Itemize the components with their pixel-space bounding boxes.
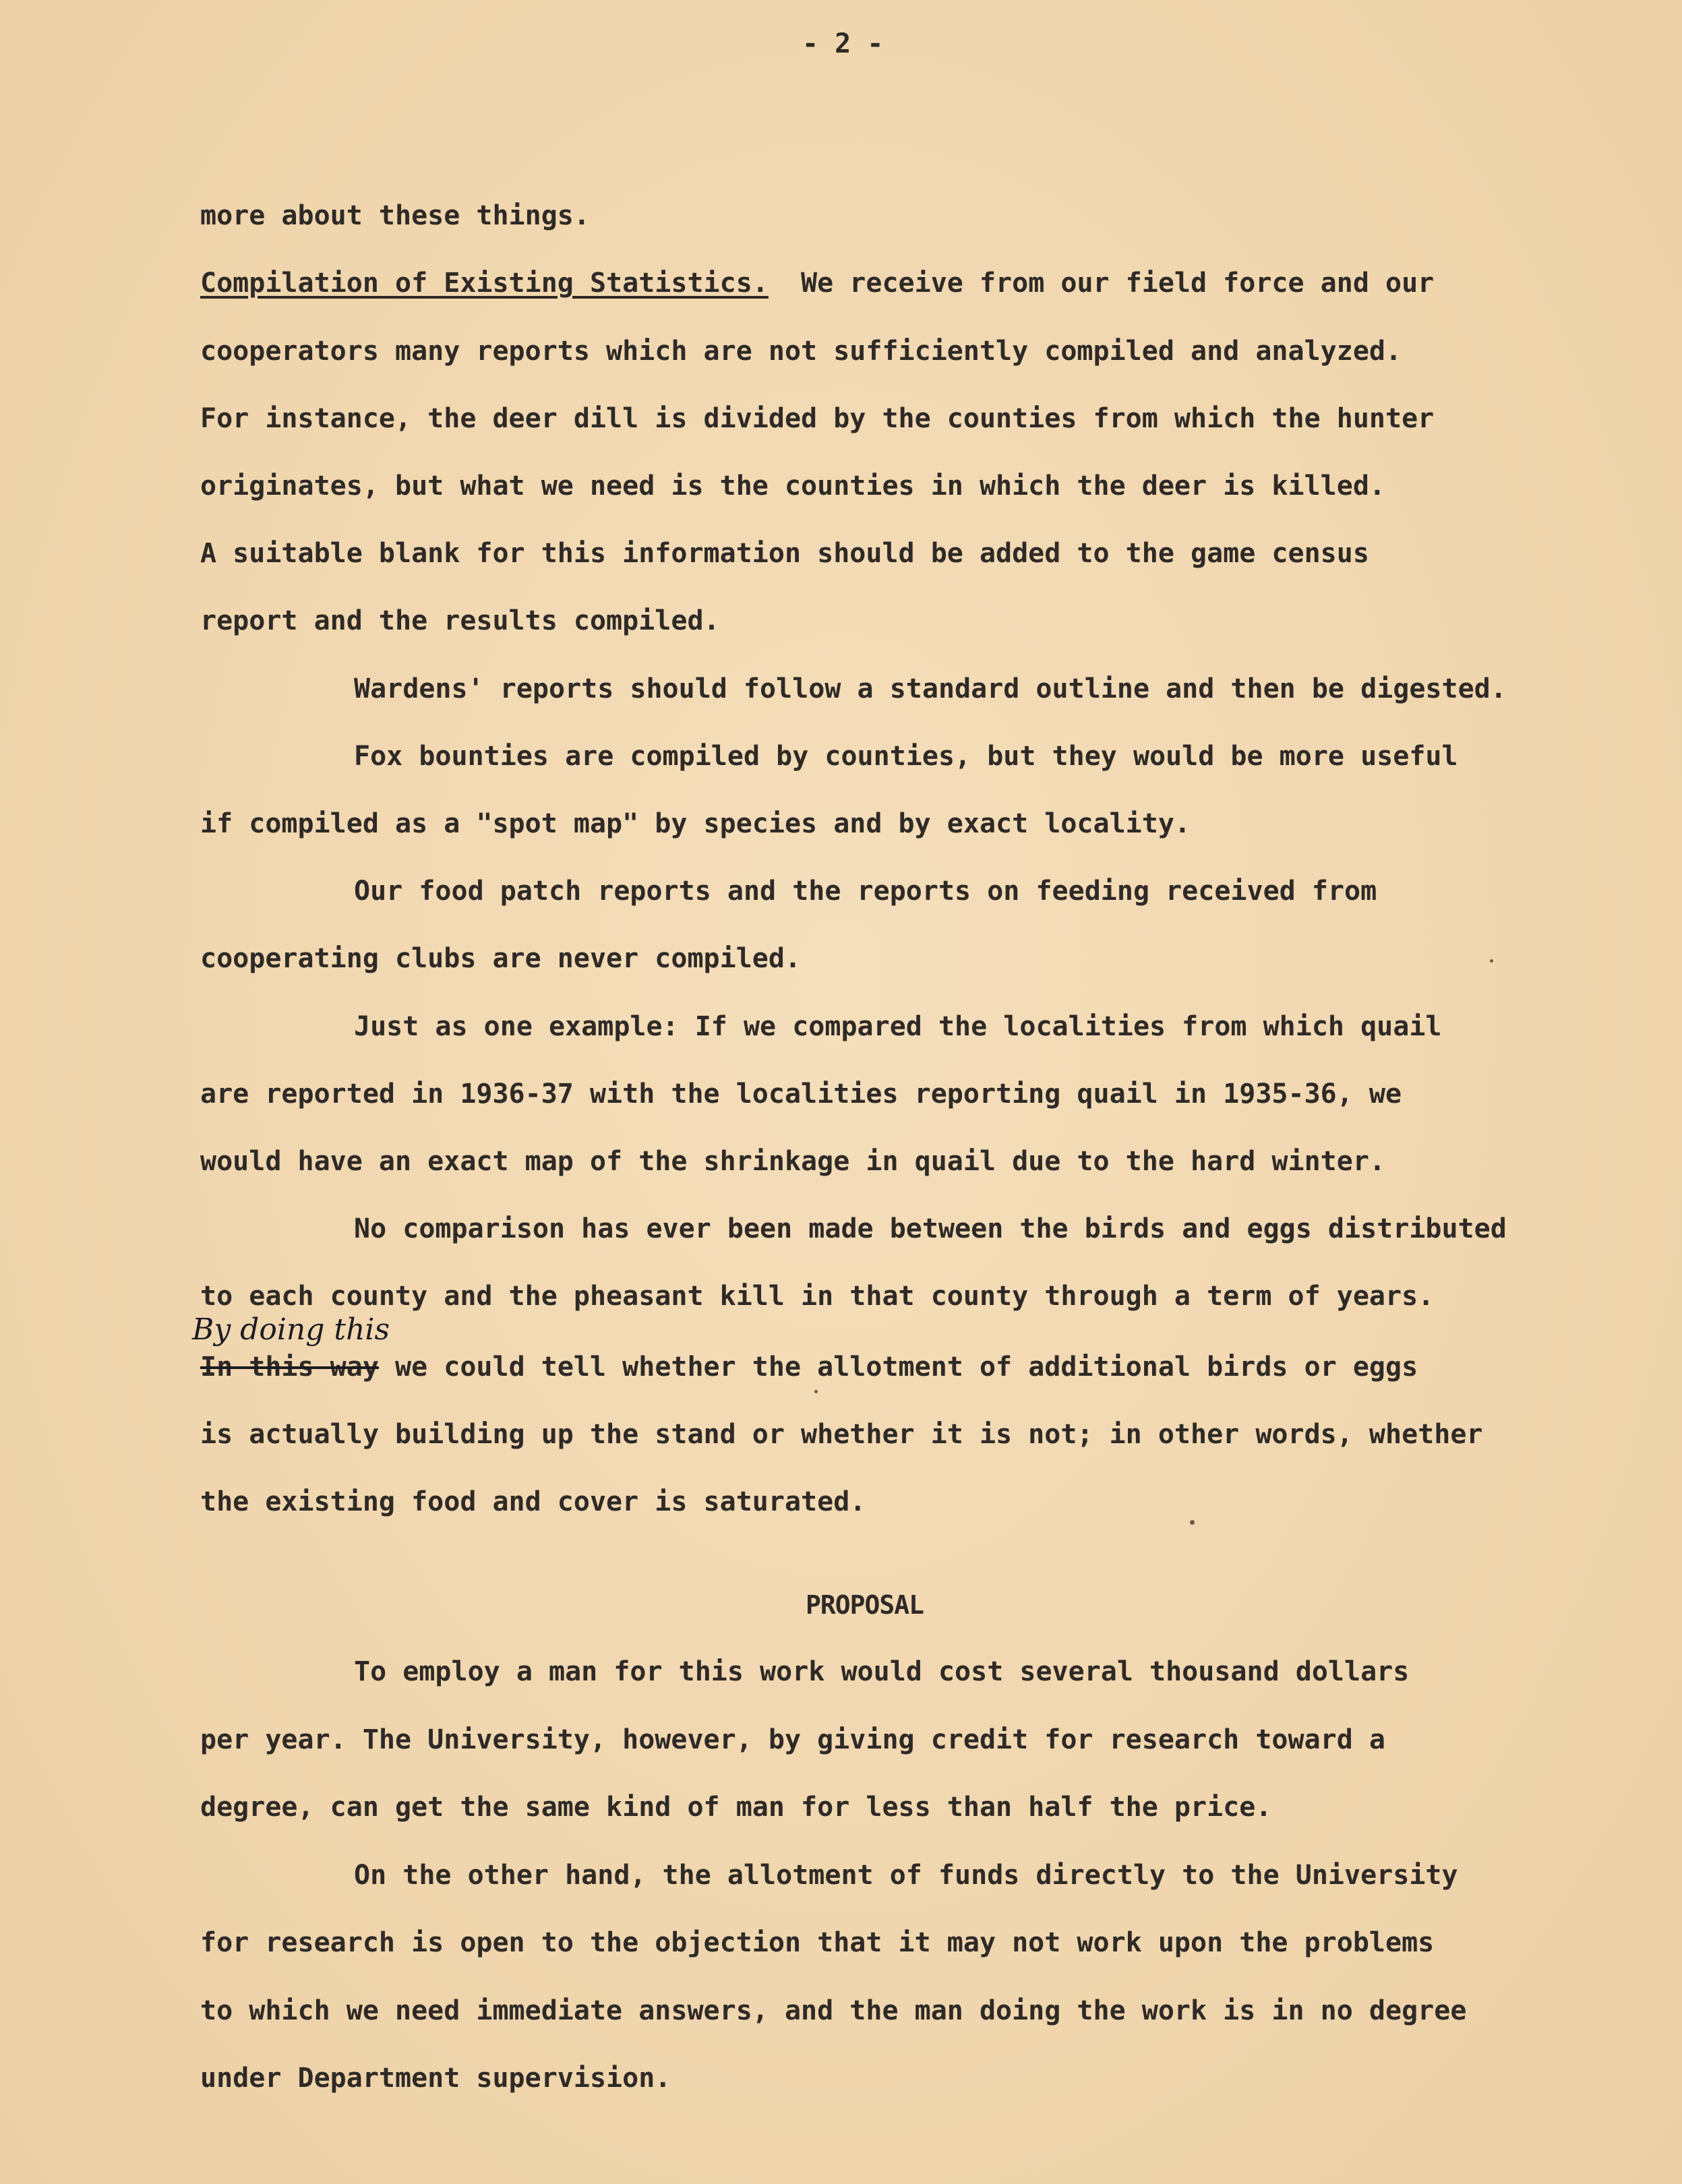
body-line-18: [200, 1350, 1418, 1384]
handwritten-insert: By doing this: [192, 1312, 390, 1347]
body-line-12: cooperating clubs are never compiled.: [200, 943, 802, 974]
paper-speck: [1190, 1520, 1195, 1525]
body-line-08: Wardens' reports should follow a standard outline and then be digested.: [354, 673, 1507, 704]
body-line-03: cooperators many reports which are not sufficiently compiled and analyzed.: [200, 336, 1402, 367]
body-line-04: For instance, the deer dill is divided by the counties from which the hunter: [200, 403, 1435, 434]
body-line-18-rest: we could tell whether the allotment of additional birds or eggs: [395, 1352, 1418, 1383]
body-line-07: report and the results compiled.: [200, 605, 720, 636]
proposal-line-05: for research is open to the objection that it may not work upon the problems: [200, 1927, 1435, 1958]
body-line-11: Our food patch reports and the reports on feeding received from: [354, 876, 1377, 907]
paper-speck: [814, 1390, 818, 1393]
body-line-13: Just as one example: If we compared the localities from which quail: [354, 1011, 1442, 1042]
struck-phrase: In this way: [200, 1352, 379, 1383]
proposal-line-04: On the other hand, the allotment of funds directly to the University: [354, 1860, 1458, 1891]
paper-speck: [1490, 959, 1493, 963]
proposal-line-07: under Department supervision.: [200, 2063, 671, 2094]
body-line-09: Fox bounties are compiled by counties, but they would be more useful: [354, 741, 1458, 772]
body-line-15: would have an exact map of the shrinkage in quail due to the hard winter.: [200, 1146, 1385, 1177]
proposal-line-01: To employ a man for this work would cost several thousand dollars: [354, 1656, 1410, 1687]
body-line-02-rest: We receive from our field force and our: [801, 268, 1435, 299]
body-line-01: more about these things.: [200, 200, 590, 231]
body-line-14: are reported in 1936-37 with the localities reporting quail in 1935-36, we: [200, 1079, 1402, 1110]
body-line-16: No comparison has ever been made between the birds and eggs distributed: [354, 1213, 1507, 1244]
proposal-line-03: degree, can get the same kind of man for less than half the price.: [200, 1792, 1272, 1823]
proposal-line-06: to which we need immediate answers, and the man doing the work is in no degree: [200, 1995, 1467, 2026]
page-number: - 2 -: [802, 28, 884, 59]
proposal-title: PROPOSAL: [806, 1590, 924, 1620]
body-line-10: if compiled as a "spot map" by species and by exact locality.: [200, 808, 1191, 839]
body-line-20: the existing food and cover is saturated.: [200, 1486, 866, 1517]
body-line-05: originates, but what we need is the counties in which the deer is killed.: [200, 471, 1385, 502]
body-line-06: A suitable blank for this information should be added to the game census: [200, 538, 1369, 569]
proposal-line-02: per year. The University, however, by giving credit for research toward a: [200, 1724, 1385, 1755]
body-line-02: [200, 266, 1434, 300]
body-line-17: to each county and the pheasant kill in that county through a term of years.: [200, 1281, 1435, 1312]
compilation-heading: Compilation of Existing Statistics.: [200, 268, 769, 299]
body-line-19: is actually building up the stand or whether it is not; in other words, whether: [200, 1419, 1483, 1450]
